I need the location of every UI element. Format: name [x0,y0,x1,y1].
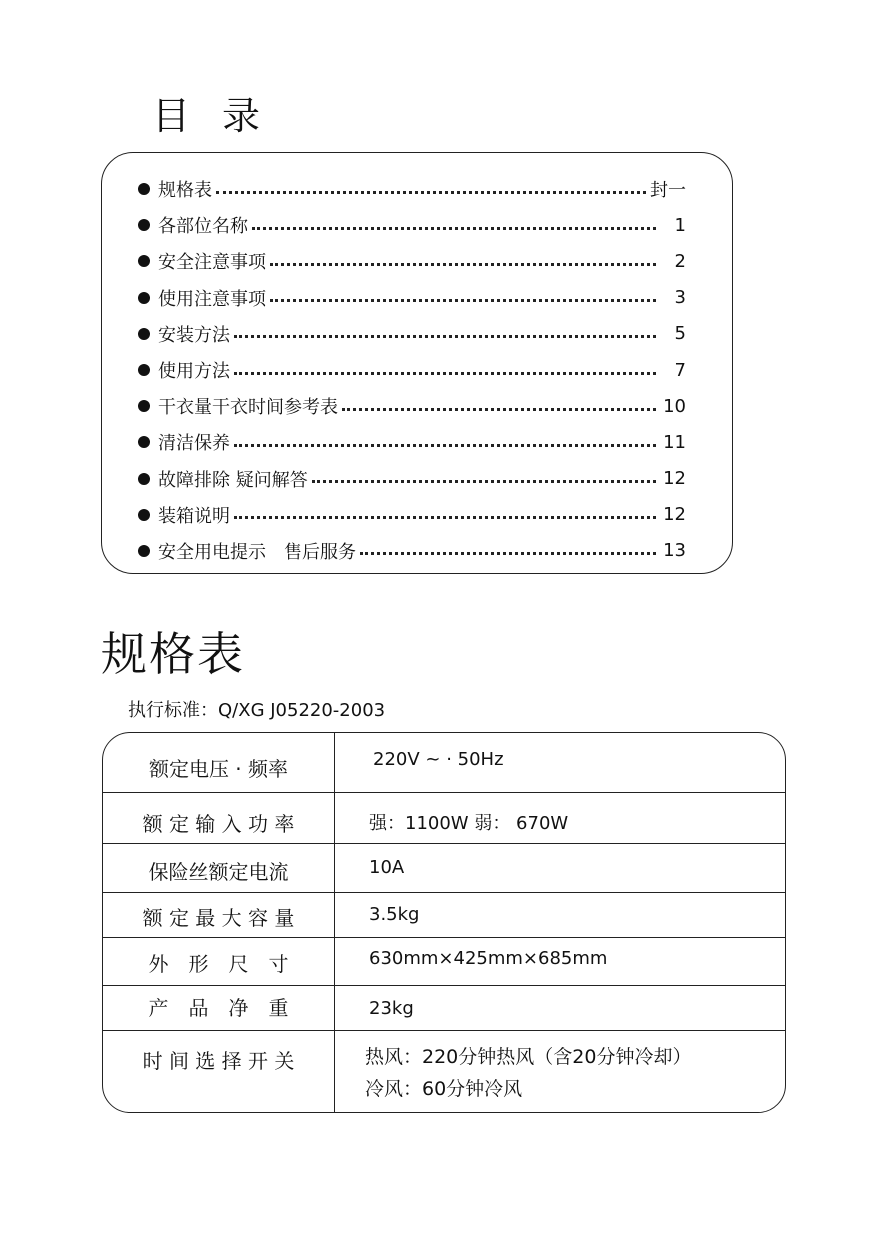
spec-label: 额 定 最 大 容 量 [142,906,295,930]
table-row [103,985,785,1031]
toc-item-page: 12 [663,504,686,526]
toc-box [101,152,733,574]
bullet-icon [138,545,150,557]
spec-label: 时 间 选 择 开 关 [142,1049,295,1073]
toc-item-label: 各部位名称 [158,216,248,238]
bullet-icon [138,292,150,304]
toc-item-label: 使用注意事项 [158,288,266,310]
dot-leader [342,408,656,411]
toc-item-electric-safety[interactable] [138,533,686,569]
toc-item-label: 干衣量干衣时间参考表 [158,397,338,419]
toc-item-page: 12 [663,468,686,490]
toc-item-spec[interactable] [138,171,686,207]
toc-item-drying-table[interactable] [138,388,686,424]
dot-leader [234,335,656,338]
spec-title: 规格表 [101,627,245,681]
toc-item-parts[interactable] [138,207,686,243]
spec-value: 10A [369,857,405,878]
bullet-icon [138,400,150,412]
dot-leader [234,444,656,447]
spec-label: 产 品 净 重 [148,996,289,1020]
dot-leader [270,263,656,266]
dot-leader [252,227,656,230]
toc-list [138,171,686,569]
bullet-icon [138,219,150,231]
toc-item-label: 安全用电提示 售后服务 [158,541,356,563]
toc-item-packing[interactable] [138,497,686,533]
toc-item-page: 7 [674,359,686,381]
spec-label: 额定电压 · 频率 [148,757,289,781]
spec-label: 额 定 输 入 功 率 [142,812,295,836]
bullet-icon [138,328,150,340]
dot-leader [270,299,656,302]
toc-item-usage-notes[interactable] [138,280,686,316]
toc-item-safety[interactable] [138,243,686,279]
bullet-icon [138,364,150,376]
toc-item-label: 安装方法 [158,324,230,346]
spec-label: 外 形 尺 寸 [148,952,289,976]
spec-standard: 执行标准：Q/XG J05220-2003 [128,700,386,721]
spec-value: 强：1100W 弱： 670W [369,813,569,834]
toc-item-label: 规格表 [158,180,212,202]
dot-leader [234,516,656,519]
bullet-icon [138,473,150,485]
bullet-icon [138,255,150,267]
table-row [103,937,785,986]
dot-leader [216,191,646,194]
toc-item-usage[interactable] [138,352,686,388]
spec-table [102,732,786,1113]
toc-item-troubleshooting[interactable] [138,461,686,497]
spec-value-line: 冷风：60分钟冷风 [365,1078,523,1100]
spec-label: 保险丝额定电流 [148,860,289,884]
table-row [103,733,785,792]
toc-item-label: 故障排除 疑问解答 [158,469,308,491]
table-row [103,892,785,938]
toc-item-page: 13 [663,540,686,562]
toc-item-page: 3 [674,287,686,309]
dot-leader [312,480,656,483]
bullet-icon [138,183,150,195]
toc-title: 目录 [152,94,293,138]
toc-item-page: 2 [674,250,686,272]
toc-item-cleaning[interactable] [138,424,686,460]
table-row [103,792,785,844]
toc-item-install[interactable] [138,316,686,352]
dot-leader [234,372,656,375]
spec-value [365,1041,691,1105]
toc-item-page: 11 [663,431,686,453]
toc-item-label: 使用方法 [158,361,230,383]
toc-item-page: 封一 [650,180,686,202]
toc-item-page: 5 [674,323,686,345]
spec-value-line: 热风：220分钟热风（含20分钟冷却） [365,1046,692,1068]
bullet-icon [138,436,150,448]
toc-item-page: 10 [663,395,686,417]
toc-item-label: 安全注意事项 [158,252,266,274]
table-row [103,1030,785,1113]
spec-value: 3.5kg [369,904,420,925]
spec-value: 630mm×425mm×685mm [369,948,608,969]
toc-item-page: 1 [674,214,686,236]
spec-value: 220V ~ · 50Hz [373,749,504,770]
table-row [103,843,785,893]
dot-leader [360,552,656,555]
spec-value: 23kg [369,998,414,1019]
bullet-icon [138,509,150,521]
toc-item-label: 装箱说明 [158,505,230,527]
toc-item-label: 清洁保养 [158,433,230,455]
